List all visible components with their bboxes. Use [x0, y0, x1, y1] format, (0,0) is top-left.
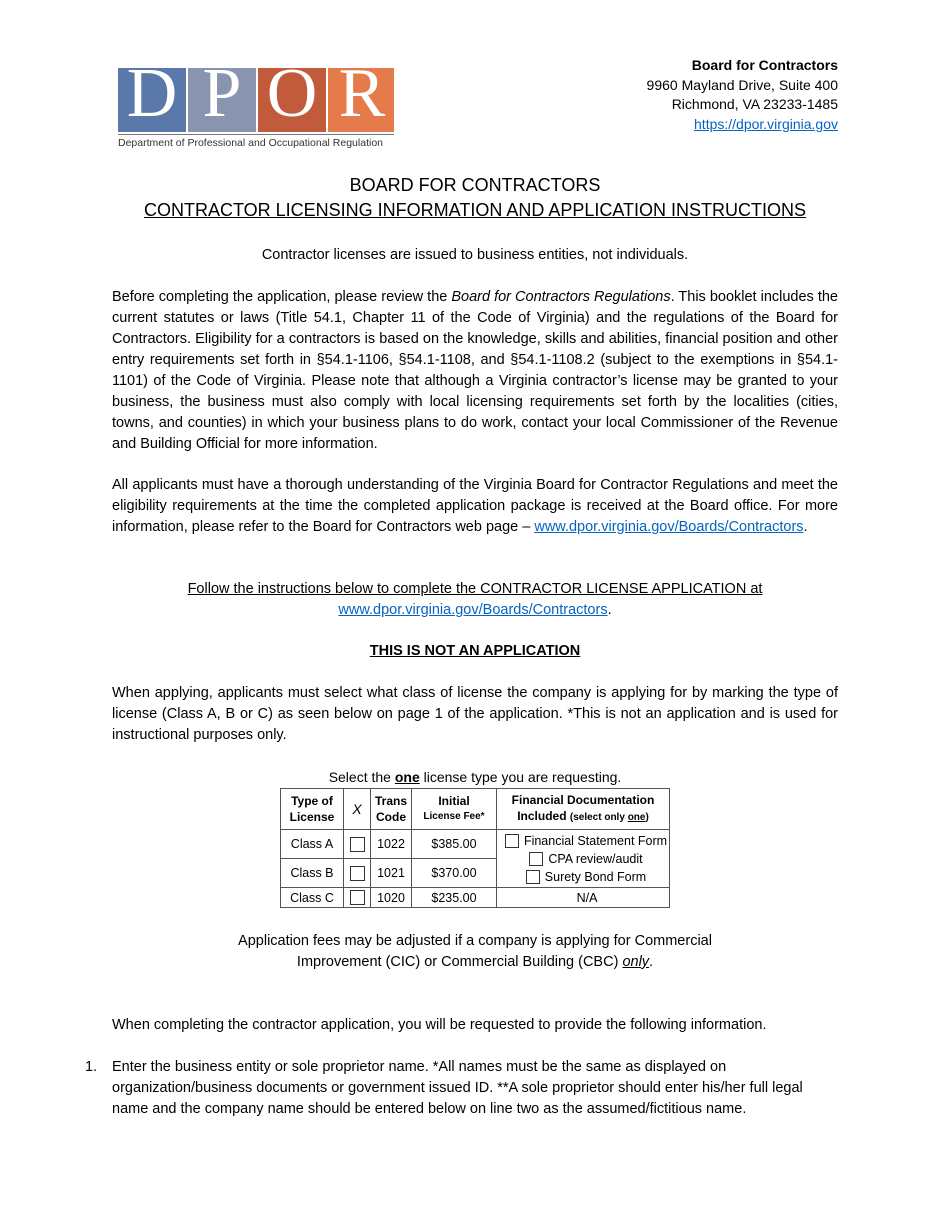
fees-note-line1: Application fees may be adjusted if a company is applying for Commercial [238, 933, 712, 949]
logo-letter-d: D [126, 55, 178, 132]
list-item-number: 1. [85, 1059, 98, 1075]
header-fin-note [570, 812, 649, 823]
header-trans-l1: Trans [374, 794, 407, 808]
follow-line1: Follow the instructions below to complete the CONTRACTOR LICENSE APPLICATION at [187, 581, 763, 597]
financial-options [497, 830, 670, 888]
row-c-code: 1020 [371, 888, 412, 908]
header-type-l1: Type of [291, 794, 333, 808]
paragraph-regulations [112, 287, 838, 455]
caption-post: license type you are requesting. [419, 769, 622, 785]
dpor-logo [118, 55, 394, 150]
row-a-code: 1022 [371, 830, 412, 859]
fees-note [112, 931, 838, 973]
paragraph-eligibility [112, 475, 838, 538]
contractors-link[interactable]: www.dpor.virginia.gov/Boards/Contractors [534, 519, 804, 535]
fin-note-u: one [627, 812, 646, 823]
header-x: X [344, 789, 371, 830]
fees-line2-end: . [649, 954, 654, 970]
list-item-text: Enter the business entity or sole proprietor name. *All names must be the same as displayed on organization/business documents or government issued ID. **A sole proprietor should enter his/her full legal name and the company name should be entered below on line two as the assumed/fictitious name. [112, 1059, 803, 1117]
website-link[interactable]: https://dpor.virginia.gov [694, 115, 838, 132]
header-fee-l1: Initial [438, 794, 470, 808]
fin-cpa-checkbox[interactable] [529, 852, 543, 866]
caption-bold: one [394, 769, 420, 785]
header-fee [412, 789, 497, 830]
header-fin-l2-wrap [497, 808, 669, 826]
title-block [0, 173, 950, 223]
fin-surety-checkbox[interactable] [526, 870, 540, 884]
fin-cpa-label: CPA review/audit [548, 851, 643, 866]
page-title: BOARD FOR CONTRACTORS [349, 175, 601, 195]
row-a-type: Class A [281, 830, 344, 859]
fees-note-line2 [112, 952, 838, 973]
fin-statement-checkbox[interactable] [505, 834, 519, 848]
fin-statement-label: Financial Statement Form [523, 833, 668, 848]
class-c-checkbox[interactable] [350, 890, 365, 905]
para1-post: . This booklet includes the current statutes or laws (Title 54.1, Chapter 11 of the Code of Virginia) and the regulations of the Board for Contractors. Eligibility for a contractors is based on the knowledge, skills and abilities, financial position and other entry requirements set forth in §54.1-1106, §54.1-1108, and §54.1-1108.2 (subject to the exemptions in §54.1-1101) of the Code of Virginia. Please note that although a Virginia contractor’s license may be granted to your business, the business must also comply with local licensing requirements set forth by the localities (cities, towns, and counties) in which your business plans to do work, contact your local Commissioner of the Revenue and Building Official for more information. [112, 289, 838, 452]
follow-instructions [112, 579, 838, 621]
logo-letter-o: O [266, 55, 318, 132]
license-table-header [281, 789, 670, 830]
header-type-l2: License [289, 810, 335, 824]
page-subtitle: CONTRACTOR LICENSING INFORMATION AND APPLICATION INSTRUCTIONS [143, 200, 807, 220]
row-c-check-cell [344, 888, 371, 908]
paragraph-requested-info: When completing the contractor application, you will be requested to provide the following information. [112, 1017, 767, 1033]
license-table [280, 788, 670, 908]
fin-option-statement [503, 832, 669, 850]
follow-link[interactable]: www.dpor.virginia.gov/Boards/Contractors [338, 602, 608, 618]
logo-letter-r: R [338, 55, 386, 132]
address-city: Richmond, VA 23233-1485 [671, 96, 838, 112]
figure-caption [280, 768, 670, 786]
fin-option-cpa [503, 850, 669, 868]
address-org: Board for Contractors [691, 57, 838, 73]
not-application-heading: THIS IS NOT AN APPLICATION [369, 643, 581, 659]
row-b-code: 1021 [371, 859, 412, 888]
row-c-type: Class C [281, 888, 344, 908]
header-trans-l2: Code [376, 810, 406, 824]
fees-line2-em: only [622, 954, 650, 970]
class-a-checkbox[interactable] [350, 837, 365, 852]
class-b-checkbox[interactable] [350, 866, 365, 881]
logo-letter-p: P [202, 55, 242, 132]
row-c-financial-na: N/A [497, 888, 670, 908]
follow-end: . [607, 602, 612, 618]
fees-line2-pre: Improvement (CIC) or Commercial Building (CBC) [296, 954, 623, 970]
para2-text: All applicants must have a thorough understanding of the Virginia Board for Contractor Regulations and meet the eligibility requirements at the time the completed application package is received at the Board office. For more information, please refer to the Board for Contractors web page – [112, 477, 838, 535]
intro-text: Contractor licenses are issued to business entities, not individuals. [261, 247, 689, 263]
logo-subtitle: Department of Professional and Occupational Regulation [118, 134, 394, 149]
license-type-figure [280, 768, 670, 908]
fin-option-surety [503, 868, 669, 886]
fin-surety-label: Surety Bond Form [544, 869, 647, 884]
header-fin-l2: Included [517, 809, 567, 823]
row-b-check-cell [344, 859, 371, 888]
header-type [281, 789, 344, 830]
license-row-c [281, 888, 670, 908]
address-block [647, 56, 838, 134]
para1-italic: Board for Contractors Regulations [451, 289, 671, 305]
header-fee-l2: License Fee* [423, 811, 485, 822]
row-a-fee: $385.00 [412, 830, 497, 859]
header-financial [497, 789, 670, 830]
fin-note-pre: (select only [569, 812, 628, 823]
para2-end: . [803, 519, 808, 535]
row-b-type: Class B [281, 859, 344, 888]
paragraph-license-class: When applying, applicants must select what class of license the company is applying for by marking the type of license (Class A, B or C) as seen below on page 1 of the application. *This is not an application and is used for instructional purposes only. [112, 685, 838, 743]
row-c-fee: $235.00 [412, 888, 497, 908]
logo-blocks [118, 55, 394, 132]
fin-note-post: ) [645, 812, 649, 823]
header-trans [371, 789, 412, 830]
para1-pre: Before completing the application, please review the [112, 289, 452, 305]
license-row-a [281, 830, 670, 859]
row-a-check-cell [344, 830, 371, 859]
row-b-fee: $370.00 [412, 859, 497, 888]
caption-pre: Select the [328, 769, 395, 785]
header-fin-l1: Financial Documentation [511, 793, 655, 807]
address-street: 9960 Mayland Drive, Suite 400 [646, 76, 838, 93]
